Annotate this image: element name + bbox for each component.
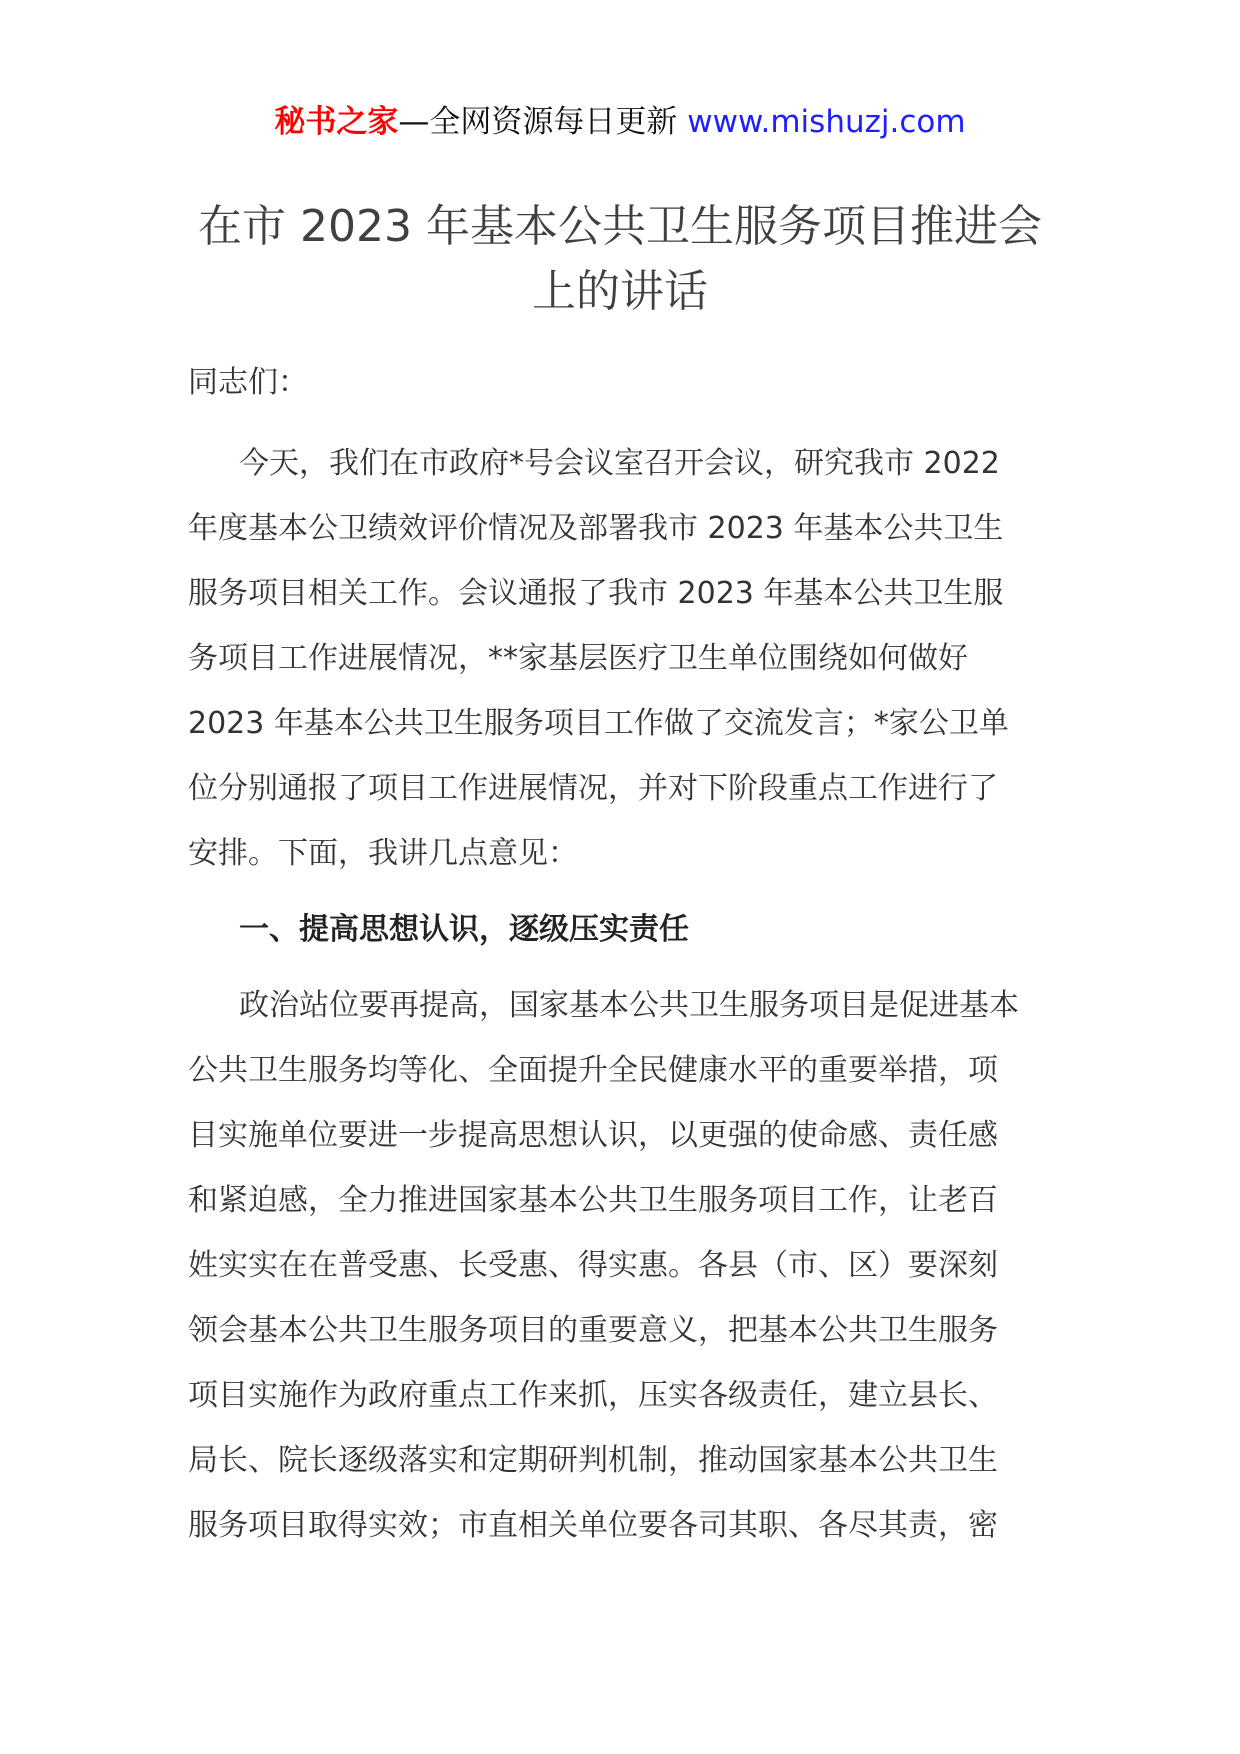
paragraph-line: 项目实施作为政府重点工作来抓，压实各级责任，建立县长、 [188, 1378, 998, 1413]
paragraph-line: 2023 年基本公共卫生服务项目工作做了交流发言；*家公卫单 [188, 706, 1009, 741]
paragraph-line: 位分别通报了项目工作进展情况，并对下阶段重点工作进行了 [188, 771, 998, 806]
paragraph-line: 服务项目取得实效；市直相关单位要各司其职、各尽其责，密 [188, 1508, 998, 1543]
site-header [0, 102, 1240, 142]
paragraph-line: 今天，我们在市政府*号会议室召开会议，研究我市 2022 [239, 446, 1000, 481]
document-body [188, 350, 1068, 1558]
paragraph-line: 公共卫生服务均等化、全面提升全民健康水平的重要举措，项 [188, 1053, 998, 1088]
paragraph-line: 政治站位要再提高，国家基本公共卫生服务项目是促进基本 [239, 988, 1019, 1023]
salutation: 同志们： [188, 365, 308, 400]
section-heading: 一、提高思想认识，逐级压实责任 [239, 912, 689, 947]
paragraph-line: 服务项目相关工作。会议通报了我市 2023 年基本公共卫生服 [188, 576, 1004, 611]
paragraph-line: 姓实实在在普受惠、长受惠、得实惠。各县（市、区）要深刻 [188, 1248, 998, 1283]
paragraph-line: 和紧迫感，全力推进国家基本公共卫生服务项目工作，让老百 [188, 1183, 998, 1218]
paragraph-section1 [188, 973, 1068, 1558]
title-line: 上的讲话 [532, 266, 708, 317]
paragraph-line: 局长、院长逐级落实和定期研判机制，推动国家基本公共卫生 [188, 1443, 998, 1478]
document-title [150, 194, 1090, 324]
paragraph-line: 年度基本公卫绩效评价情况及部署我市 2023 年基本公共卫生 [188, 511, 1004, 546]
paragraph-line: 目实施单位要进一步提高思想认识，以更强的使命感、责任感 [188, 1118, 998, 1153]
title-line: 在市 2023 年基本公共卫生服务项目推进会 [198, 201, 1042, 252]
paragraph-line: 务项目工作进展情况，**家基层医疗卫生单位围绕如何做好 [188, 641, 968, 676]
site-brand: 秘书之家 [274, 104, 399, 140]
paragraph-line: 安排。下面，我讲几点意见： [188, 836, 578, 871]
paragraph-line: 领会基本公共卫生服务项目的重要意义，把基本公共卫生服务 [188, 1313, 998, 1348]
site-tagline: —全网资源每日更新 [398, 104, 688, 140]
site-url-link[interactable]: www.mishuzj.com [687, 104, 966, 140]
paragraph-opening [188, 431, 1068, 886]
